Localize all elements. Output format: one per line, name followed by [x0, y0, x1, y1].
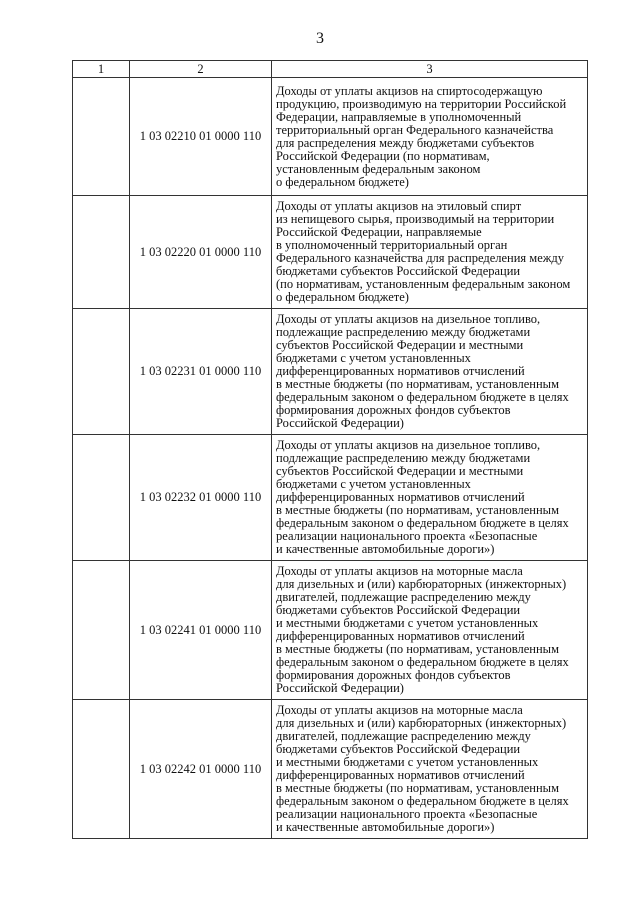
- description-line: для распределения между бюджетами субъектов: [276, 135, 535, 150]
- revenue-description: [272, 700, 588, 839]
- description-line: Доходы от уплаты акцизов на моторные масла: [276, 703, 523, 717]
- description-line: (по нормативам, установленным федеральным законом: [276, 277, 571, 291]
- description-line: подлежащие распределению между бюджетами: [276, 325, 531, 339]
- description-line: Доходы от уплаты акцизов на моторные масла: [276, 564, 523, 578]
- description-line: и местными бюджетами с учетом установленных: [276, 755, 539, 769]
- description-line: федеральным законом о федеральном бюджете в целях: [276, 794, 569, 808]
- column-header-1: 1: [73, 61, 130, 78]
- description-line: двигателей, подлежащие распределению между: [276, 729, 531, 743]
- row-cell-empty: [73, 196, 130, 309]
- description-line: Российской Федерации (по нормативам,: [276, 148, 490, 163]
- description-line: продукцию, производимую на территории Российской: [276, 96, 567, 111]
- description-line: реализации национального проекта «Безопасные: [276, 529, 538, 543]
- budget-classification-code: 1 03 02232 01 0000 110: [130, 435, 272, 561]
- revenue-description: [272, 435, 588, 561]
- description-line: дифференцированных нормативов отчислений: [276, 768, 525, 782]
- description-line: о федеральном бюджете): [276, 174, 409, 189]
- table-row: [73, 78, 588, 196]
- row-cell-empty: [73, 309, 130, 435]
- row-cell-empty: [73, 78, 130, 196]
- revenue-classification-table: [72, 60, 588, 839]
- revenue-description: [272, 561, 588, 700]
- row-cell-empty: [73, 561, 130, 700]
- description-line: Доходы от уплаты акцизов на дизельное топливо,: [276, 438, 541, 452]
- description-line: о федеральном бюджете): [276, 290, 409, 304]
- description-line: в уполномоченный территориальный орган: [276, 238, 508, 252]
- description-line: и качественные автомобильные дороги»): [276, 820, 495, 834]
- revenue-description: [272, 78, 588, 196]
- description-line: дифференцированных нормативов отчислений: [276, 629, 525, 643]
- table-row: [73, 196, 588, 309]
- description-line: субъектов Российской Федерации и местными: [276, 464, 524, 478]
- budget-classification-code: 1 03 02241 01 0000 110: [130, 561, 272, 700]
- page-number: 3: [316, 30, 324, 47]
- column-header-2: 2: [130, 61, 272, 78]
- description-line: Российской Федерации, направляемые: [276, 225, 482, 239]
- budget-classification-code: 1 03 02220 01 0000 110: [130, 196, 272, 309]
- description-line: и местными бюджетами с учетом установленных: [276, 616, 539, 630]
- budget-classification-code: 1 03 02231 01 0000 110: [130, 309, 272, 435]
- description-line: для дизельных и (или) карбюраторных (инжекторных): [276, 716, 567, 730]
- description-line: бюджетами субъектов Российской Федерации: [276, 264, 521, 278]
- description-line: формирования дорожных фондов субъектов: [276, 403, 511, 417]
- description-line: Российской Федерации): [276, 416, 404, 430]
- description-line: реализации национального проекта «Безопасные: [276, 807, 538, 821]
- description-line: в местные бюджеты (по нормативам, установленным: [276, 781, 559, 795]
- row-cell-empty: [73, 435, 130, 561]
- description-line: для дизельных и (или) карбюраторных (инжекторных): [276, 577, 567, 591]
- description-line: бюджетами субъектов Российской Федерации: [276, 742, 521, 756]
- description-line: Доходы от уплаты акцизов на спиртосодержащую: [276, 83, 543, 98]
- description-line: Доходы от уплаты акцизов на дизельное топливо,: [276, 312, 541, 326]
- table-row: [73, 561, 588, 700]
- description-line: из непищевого сырья, производимый на территории: [276, 212, 555, 226]
- description-line: в местные бюджеты (по нормативам, установленным: [276, 377, 559, 391]
- revenue-description: [272, 309, 588, 435]
- description-line: установленным федеральным законом: [276, 161, 481, 176]
- description-line: Федерального казначейства для распределения между: [276, 251, 564, 265]
- description-line: Российской Федерации): [276, 681, 404, 695]
- description-line: Федерации, направляемые в уполномоченный: [276, 109, 522, 124]
- description-line: формирования дорожных фондов субъектов: [276, 668, 511, 682]
- description-line: бюджетами с учетом установленных: [276, 351, 471, 365]
- table-row: [73, 309, 588, 435]
- row-cell-empty: [73, 700, 130, 839]
- description-line: федеральным законом о федеральном бюджете в целях: [276, 390, 569, 404]
- description-line: дифференцированных нормативов отчислений: [276, 490, 525, 504]
- description-line: подлежащие распределению между бюджетами: [276, 451, 531, 465]
- description-line: Доходы от уплаты акцизов на этиловый спирт: [276, 199, 522, 213]
- description-line: федеральным законом о федеральном бюджете в целях: [276, 655, 569, 669]
- revenue-description: [272, 196, 588, 309]
- column-header-3: 3: [272, 61, 588, 78]
- description-line: бюджетами субъектов Российской Федерации: [276, 603, 521, 617]
- table-header-row: [73, 61, 588, 78]
- table-body: [73, 78, 588, 839]
- budget-classification-code: 1 03 02242 01 0000 110: [130, 700, 272, 839]
- description-line: и качественные автомобильные дороги»): [276, 542, 495, 556]
- description-line: бюджетами с учетом установленных: [276, 477, 471, 491]
- description-line: двигателей, подлежащие распределению между: [276, 590, 531, 604]
- table-row: [73, 700, 588, 839]
- description-line: дифференцированных нормативов отчислений: [276, 364, 525, 378]
- description-line: субъектов Российской Федерации и местными: [276, 338, 524, 352]
- description-line: в местные бюджеты (по нормативам, установленным: [276, 503, 559, 517]
- table-row: [73, 435, 588, 561]
- description-line: в местные бюджеты (по нормативам, установленным: [276, 642, 559, 656]
- description-line: территориальный орган Федерального казначейства: [276, 122, 554, 137]
- description-line: федеральным законом о федеральном бюджете в целях: [276, 516, 569, 530]
- budget-classification-code: 1 03 02210 01 0000 110: [130, 78, 272, 196]
